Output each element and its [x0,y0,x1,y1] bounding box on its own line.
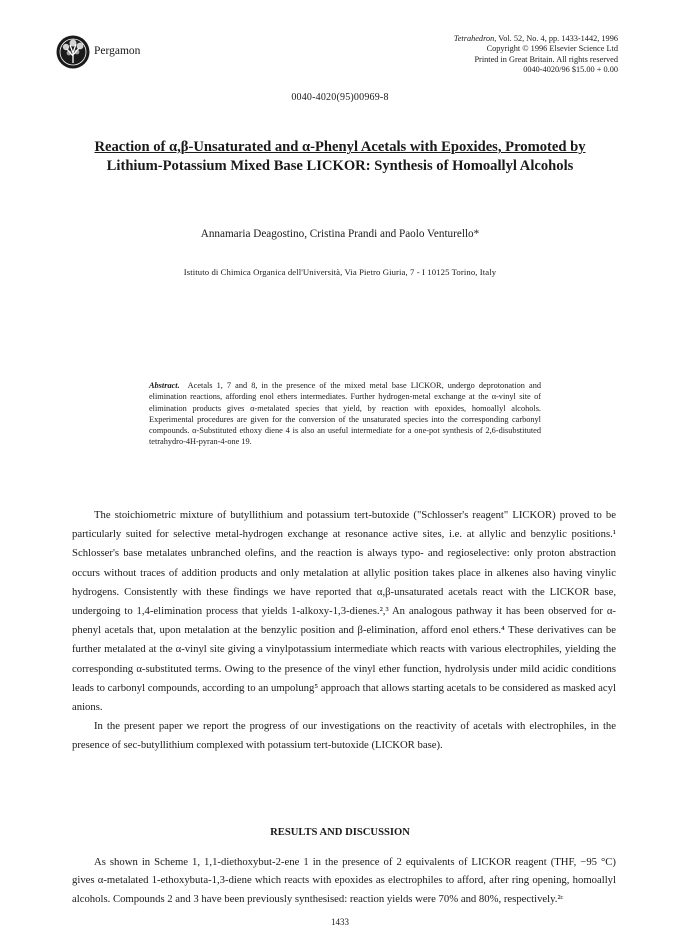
journal-name: Tetrahedron [453,34,495,43]
affiliation: Istituto di Chimica Organica dell'Università, Via Pietro Giuria, 7 - I 10125 Torino, Italy [183,267,497,277]
section-heading: RESULTS AND DISCUSSION [270,827,410,838]
title-line-2: Lithium-Potassium Mixed Base LICKOR: Synthesis of Homoallyl Alcohols [106,158,574,174]
copyright-line: Copyright © 1996 Elsevier Science Ltd [486,44,618,54]
page-number: 1433 [331,917,349,927]
paragraph-2: In the present paper we report the progress of our investigations on the reactivity of acetals with electrophiles, in the presence of sec-butyllithium complexed with potassium tert-butoxide (LICKOR base). [72,720,616,752]
abstract-text: Acetals 1, 7 and 8, in the presence of the mixed metal base LICKOR, undergo deprotonation and elimination reactions, affording enol ethers intermediates. Further hydrogen-metal exchange at the α-vinyl site of elimination products gives α-metalated species that yield, by reaction with epoxides, homoallyl alcohols. Experimental procedures are given for the conversion of the unsaturated species into the corresponding carbonyl compounds. α-Substituted ethoxy diene 4 is also an useful intermediate for a one-pot synthesis of 2,6-disubstituted tetrahydro-4H-pyran-4-one 19. [149,381,541,447]
authors: Annamaria Deagostino, Cristina Prandi and Paolo Venturello* [200,228,480,240]
abstract [149,380,541,448]
publisher-name: Pergamon [94,45,141,57]
paragraph-3: As shown in Scheme 1, 1,1-diethoxybut-2-ene 1 in the presence of 2 equivalents of LICKOR reagent (THF, −95 °C) gives α-metalated 1-ethoxybuta-1,3-diene which reacts with epoxides as electrophiles to afford, after ring opening, homoallyl alcohols. Compounds 2 and 3 have been previously synthesised: reaction yields were 70% and 80%, respectively.²ᶜ [72,856,616,905]
printed-line: Printed in Great Britain. All rights reserved [474,54,618,64]
journal-volume: , Vol. 52, No. 4, pp. 1433-1442, 1996 [494,34,618,43]
elsevier-tree-logo-icon [55,34,91,70]
title-line-1: Reaction of α,β-Unsaturated and α-Phenyl Acetals with Epoxides, Promoted by [94,139,586,155]
paper-title [70,138,610,176]
abstract-label: Abstract. [149,381,180,390]
paragraph-1: The stoichiometric mixture of butyllithium and potassium tert-butoxide ("Schlosser's reagent" LICKOR) proved to be particularly suited for selective metal-hydrogen exchange at resonance active sites, i.e. at allylic and benzylic positions.¹ Schlosser's base metalates unbranched olefins, and the reaction is always typo- and regioselective: only proton abstraction occurs without traces of addition products and only metalation at allylic position takes place in alkenes also having vinylic hydrogens. Consistently with these findings we have reported that α,β-unsaturated acetals react with the LICKOR base, undergoing to 1,4-elimination process that yields 1-alkoxy-1,3-dienes.²,³ An analogous pathway it has been observed for α-phenyl acetals that, upon metalation at the benzylic position and β-elimination, afford enol ethers.⁴ These derivatives can be further metalated at the α-vinyl site giving a vinylpotassium intermediate which reacts with various electrophiles, yielding the corresponding α-substituted terms. Owing to the presence of the vinyl ether function, hydrolysis under mild acidic conditions leads to carbonyl compounds, according to an umpolung⁵ approach that allows starting acetals to be considered as masked acyl anions. [72,509,616,714]
document-id: 0040-4020(95)00969-8 [291,92,389,103]
body-text-results [72,853,616,908]
journal-info [454,34,618,76]
issn-price-line: 0040-4020/96 $15.00 + 0.00 [523,65,618,75]
body-text [72,506,616,756]
